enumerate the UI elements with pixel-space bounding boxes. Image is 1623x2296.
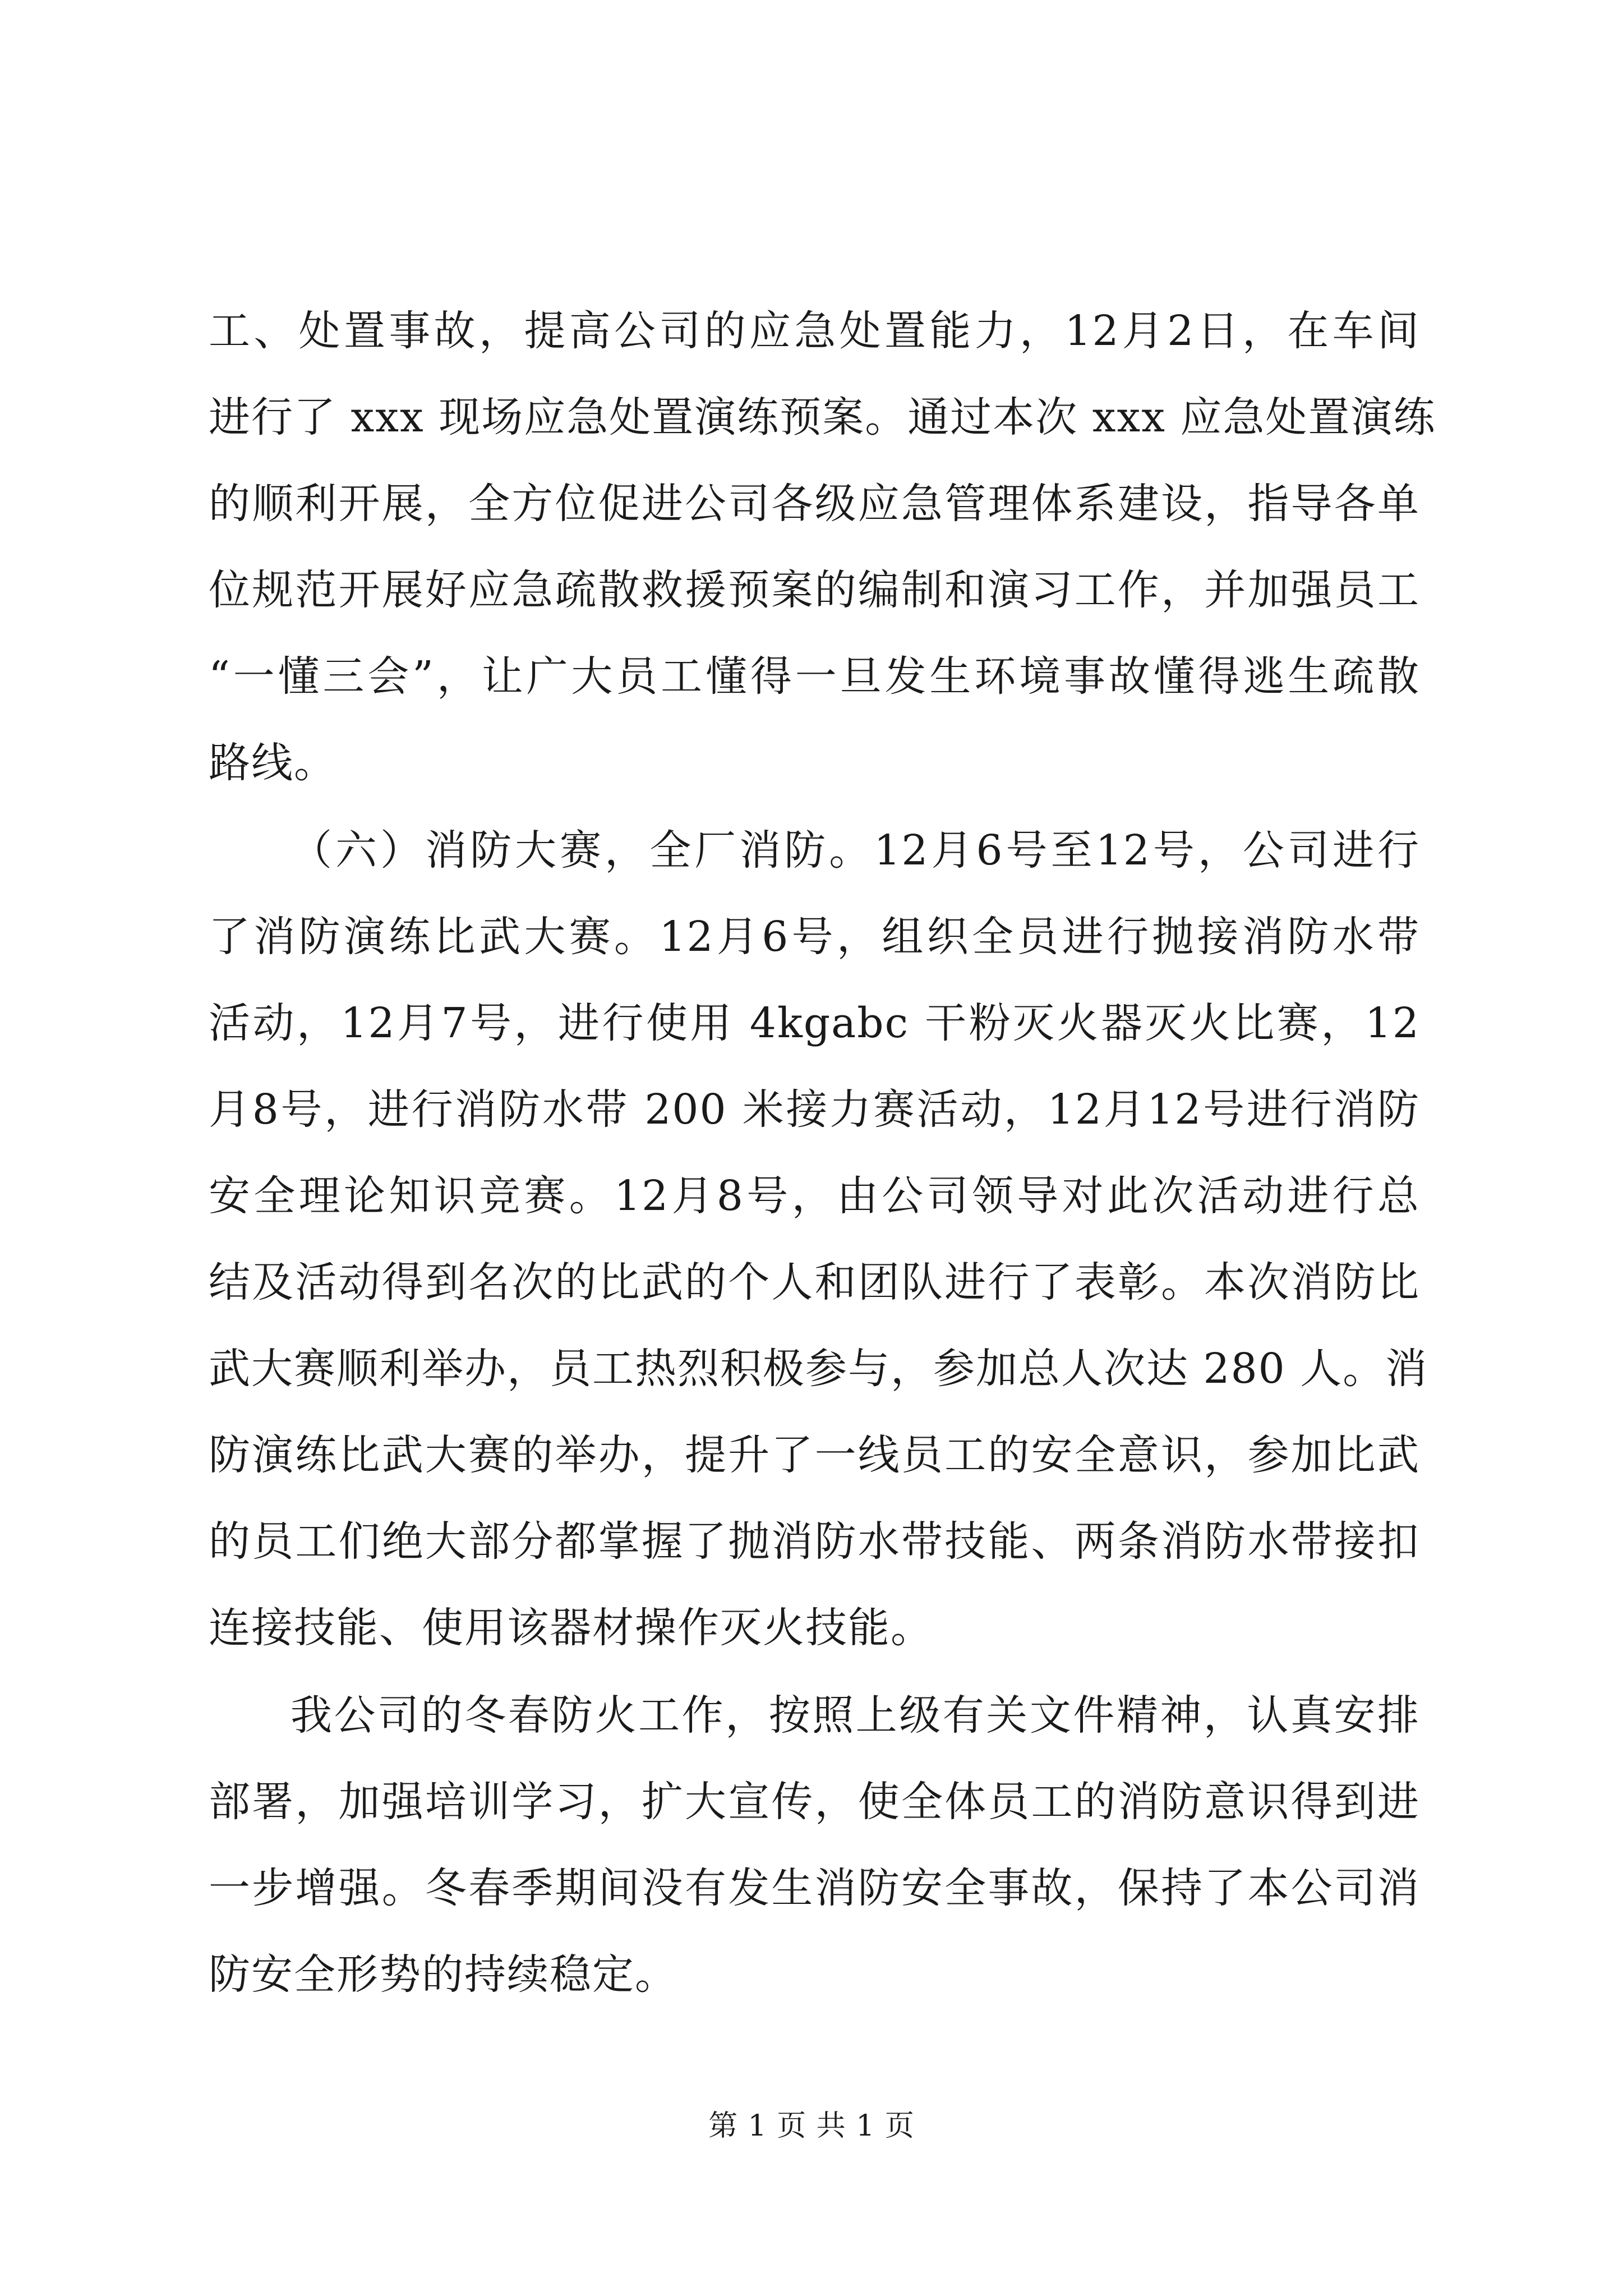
paragraph-line: 路线。 (209, 739, 336, 787)
paragraph-line: 了消防演练比武大赛。12月6号，组织全员进行抛接消防水带 (209, 913, 1420, 961)
paragraph-line: 的顺利开展，全方位促进公司各级应急管理体系建设，指导各单 (209, 480, 1420, 528)
paragraph-line: 结及活动得到名次的比武的个人和团队进行了表彰。本次消防比 (209, 1258, 1420, 1306)
paragraph-line: （六）消防大赛，全厂消防。12月6号至12号，公司进行 (291, 826, 1420, 875)
paragraph-line: 活动，12月7号，进行使用 4kgabc 干粉灭火器灭火比赛，12 (209, 999, 1420, 1047)
paragraph-line: 的员工们绝大部分都掌握了抛消防水带技能、两条消防水带接扣 (209, 1517, 1420, 1566)
paragraph-line: 进行了 xxx 现场应急处置演练预案。通过本次 xxx 应急处置演练 (209, 393, 1436, 441)
page-number-footer: 第 1 页 共 1 页 (708, 2109, 915, 2143)
paragraph-line: 部署，加强培训学习，扩大宣传，使全体员工的消防意识得到进 (209, 1778, 1420, 1826)
paragraph-line: 位规范开展好应急疏散救援预案的编制和演习工作，并加强员工 (209, 566, 1420, 614)
paragraph-line: 月8号，进行消防水带 200 米接力赛活动，12月12号进行消防 (209, 1085, 1420, 1134)
paragraph-line: 工、处置事故，提高公司的应急处置能力，12月2日，在车间 (209, 307, 1420, 355)
paragraph-line: 安全理论知识竞赛。12月8号，由公司领导对此次活动进行总 (209, 1172, 1420, 1220)
paragraph-line: 武大赛顺利举办，员工热烈积极参与，参加总人次达 280 人。消 (209, 1345, 1428, 1393)
paragraph-line: 连接技能、使用该器材操作灭火技能。 (209, 1604, 933, 1652)
paragraph-line: 我公司的冬春防火工作，按照上级有关文件精神，认真安排 (291, 1691, 1420, 1740)
paragraph-line: 防安全形势的持续稳定。 (209, 1950, 677, 1999)
paragraph-line: “一懂三会”，让广大员工懂得一旦发生环境事故懂得逃生疏散 (209, 652, 1420, 701)
paragraph-line: 一步增强。冬春季期间没有发生消防安全事故，保持了本公司消 (209, 1864, 1420, 1912)
paragraph-line: 防演练比武大赛的举办，提升了一线员工的安全意识，参加比武 (209, 1431, 1420, 1479)
